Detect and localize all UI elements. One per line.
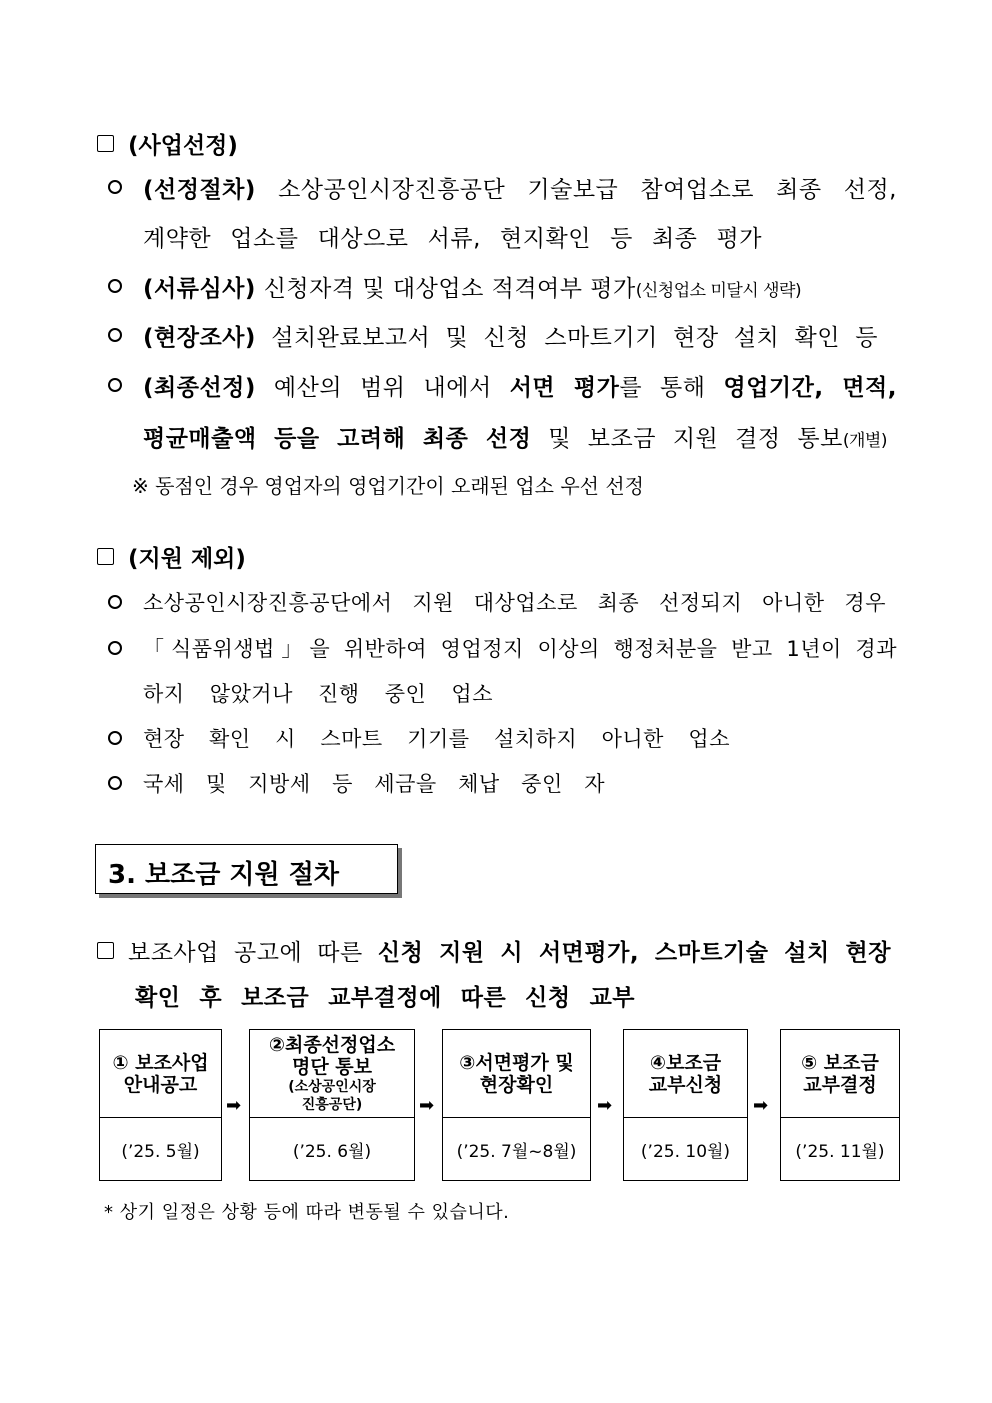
right-arrow-icon: ➡ <box>226 1095 242 1116</box>
checkbox-square-icon <box>97 548 114 565</box>
step-date: (’25. 5월) <box>121 1141 200 1162</box>
final-selection-line1: (최종선정) 예산의 범위 내에서 서면 평가를 통해 영업기간, 면적, <box>143 375 897 401</box>
exclusion-item-4: 국세 및 지방세 등 세금을 체납 중인 자 <box>143 772 605 796</box>
bullet-circle-icon <box>108 731 122 745</box>
section3-title: 3. 보조금 지원 절차 <box>108 860 339 890</box>
procedure-intro-line2: 확인 후 보조금 교부결정에 따른 신청 교부 <box>135 985 635 1011</box>
exclusion-item-2-line1: 「식품위생법」을 위반하여 영업정지 이상의 행정처분을 받고 1년이 경과 <box>143 637 897 661</box>
step-date: (’25. 11월) <box>795 1141 885 1162</box>
procedure-step-3: ③서면평가 및 현장확인 (’25. 7월~8월) <box>442 1029 591 1181</box>
step-date: (’25. 10월) <box>640 1141 731 1162</box>
schedule-footnote: * 상기 일정은 상황 등에 따라 변동될 수 있습니다. <box>104 1202 510 1223</box>
procedure-step-1: ① 보조사업 안내공고 (’25. 5월) <box>99 1029 222 1181</box>
final-selection-line2: 평균매출액 등을 고려해 최종 선정 및 보조금 지원 결정 통보(개별) <box>143 426 887 452</box>
procedure-step-2: ②최종선정업소 명단 통보 (소상공인시장 진흥공단) (’25. 6월) <box>249 1029 415 1181</box>
procedure-intro-line1: 보조사업 공고에 따른 신청 지원 시 서면평가, 스마트기술 설치 현장 <box>97 934 891 967</box>
exclusion-item-3: 현장 확인 시 스마트 기기를 설치하지 아니한 업소 <box>143 727 730 751</box>
bullet-circle-icon <box>108 378 122 392</box>
bullet-circle-icon <box>108 641 122 655</box>
selection-procedure-line1: (선정절차) 소상공인시장진흥공단 기술보급 참여업소로 최종 선정, <box>143 177 897 203</box>
right-arrow-icon: ➡ <box>597 1095 613 1116</box>
checkbox-square-icon <box>97 942 114 959</box>
site-inspection-line: (현장조사) 설치완료보고서 및 신청 스마트기기 현장 설치 확인 등 <box>143 325 878 351</box>
exclusion-item-1: 소상공인시장진흥공단에서 지원 대상업소로 최종 선정되지 아니한 경우 <box>143 591 886 615</box>
bullet-circle-icon <box>108 328 122 342</box>
section-heading-selection: (사업선정) <box>97 127 238 160</box>
exclusion-item-2-line2: 하지 않았거나 진행 중인 업소 <box>143 682 493 706</box>
section-heading-exclusion: (지원 제외) <box>97 540 246 573</box>
right-arrow-icon: ➡ <box>419 1095 435 1116</box>
bullet-circle-icon <box>108 180 122 194</box>
step-date: (’25. 7월~8월) <box>456 1141 577 1162</box>
bullet-circle-icon <box>108 279 122 293</box>
bullet-circle-icon <box>108 595 122 609</box>
selection-procedure-line2: 계약한 업소를 대상으로 서류, 현지확인 등 최종 평가 <box>143 226 762 252</box>
procedure-step-5: ⑤ 보조금 교부결정 (’25. 11월) <box>780 1029 900 1181</box>
bullet-circle-icon <box>108 776 122 790</box>
right-arrow-icon: ➡ <box>753 1095 769 1116</box>
checkbox-square-icon <box>97 135 114 152</box>
procedure-step-4: ④보조금 교부신청 (’25. 10월) <box>623 1029 748 1181</box>
tie-break-note: ※ 동점인 경우 영업자의 영업기간이 오래된 업소 우선 선정 <box>132 474 644 498</box>
section3-title-box <box>95 844 398 894</box>
step-date: (’25. 6월) <box>292 1141 372 1162</box>
document-review-line: (서류심사) 신청자격 및 대상업소 적격여부 평가(신청업소 미달시 생략) <box>143 276 802 302</box>
